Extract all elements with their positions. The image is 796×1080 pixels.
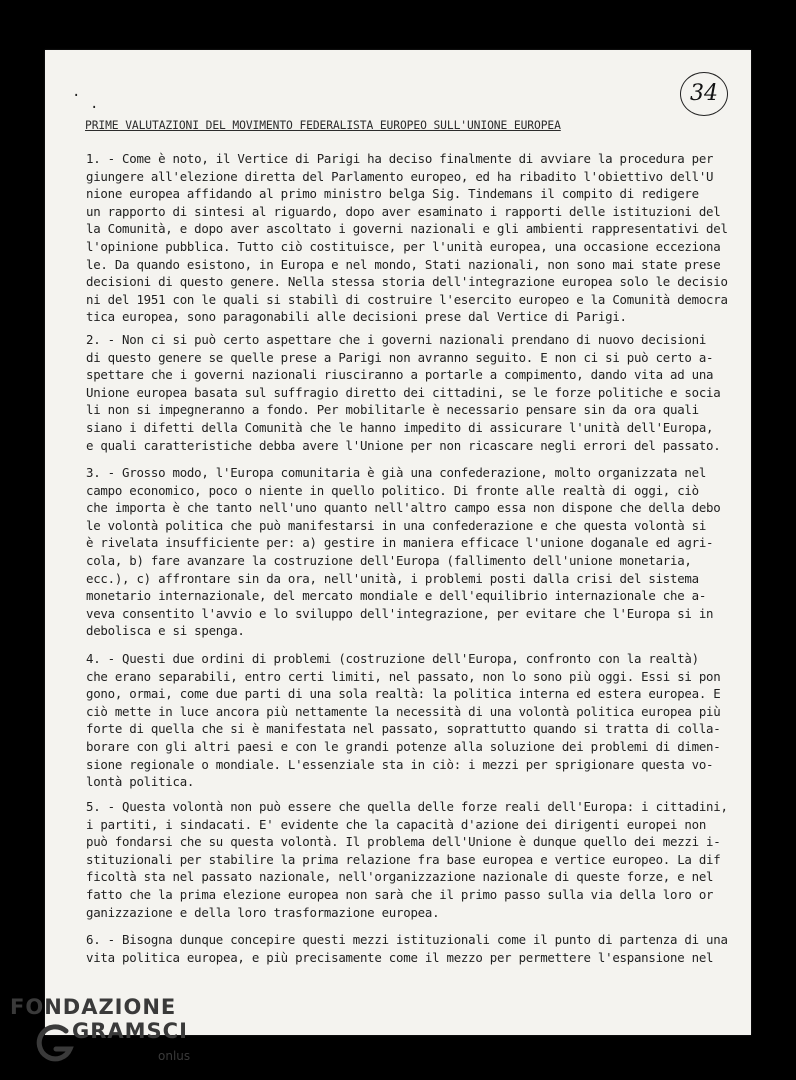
watermark-line2: GRAMSCI bbox=[72, 1019, 188, 1043]
text-line: campo economico, poco o niente in quello politico. Di fronte alle realtà di oggi, ciò bbox=[86, 482, 699, 498]
text-line: i partiti, i sindacati. E' evidente che la capacità d'azione dei dirigenti europei non bbox=[86, 816, 707, 832]
text-line: le. Da quando esistono, in Europa e nel mondo, Stati nazionali, non sono mai state prese bbox=[86, 256, 721, 272]
text-line: spettare che i governi nazionali riusciranno a portarle a compimento, dando vita ad una bbox=[86, 367, 714, 383]
text-line: Unione europea basata sul suffragio diretto dei cittadini, se le forze politiche e socia bbox=[86, 384, 721, 400]
text-line: la Comunità, e dopo aver ascoltato i governi nazionali e gli ambienti rappresentativi del bbox=[86, 221, 728, 237]
text-line: l'opinione pubblica. Tutto ciò costituisce, per l'unità europea, una occasione eccezionа bbox=[86, 238, 721, 254]
text-line: debolisca e si spenga. bbox=[86, 623, 245, 639]
text-line: 1. - Come è noto, il Vertice di Parigi ha deciso finalmente di avviare la procedura per bbox=[86, 151, 714, 166]
text-line: tica europea, sono paragonabili alle decisioni prese dal Vertice di Parigi. bbox=[86, 309, 627, 325]
text-line: le volontà politica che può manifestarsi in una confederazione e che questa volontà si bbox=[86, 517, 707, 533]
text-line: forte di quella che si è manifestata nel passato, soprattutto quando si tratta di colla- bbox=[86, 721, 721, 737]
paragraph-5 bbox=[86, 798, 738, 921]
paragraph-6 bbox=[86, 931, 738, 966]
text-line: ecc.), c) affrontare sin da ora, nell'unità, i problemi posti dalla crisi del sistema bbox=[86, 570, 699, 586]
document-title: PRIME VALUTAZIONI DEL MOVIMENTO FEDERALISTA EUROPEO SULL'UNIONE EUROPEA bbox=[85, 119, 561, 132]
text-line: che importa è che tanto nell'uno quanto nell'altro campo essa non dispone che della debo bbox=[86, 500, 721, 516]
text-line: un rapporto di sintesi al riguardo, dopo aver esaminato i rapporti delle istituzioni del bbox=[86, 203, 721, 219]
text-line: gono, ormai, come due parti di una sola realtà: la politica interna ed estera europea. E bbox=[86, 686, 721, 702]
watermark-line1: FONDAZIONE bbox=[10, 995, 177, 1019]
paragraph-2 bbox=[86, 331, 738, 454]
text-line: li non si impegneranno a fondo. Per mobilitarle è necessario pensare sin da ora quali bbox=[86, 402, 699, 418]
text-line: siano i difetti della Comunità che le hanno impedito di assicurare l'unità dell'Europa, bbox=[86, 419, 714, 435]
text-line: è rivelata insufficiente per: a) gestire in maniera efficace l'unione doganale ed agri- bbox=[86, 535, 714, 551]
text-line: nione europea affidando al primo ministro belga Sig. Tindemans il compito di redigere bbox=[86, 186, 699, 202]
text-line: e quali caratteristiche debba avere l'Unione per non ricascare negli errori del passato. bbox=[86, 437, 721, 453]
text-line: monetario internazionale, del mercato mondiale e dell'equilibrio internazionale che a- bbox=[86, 588, 707, 604]
text-line: che erano separabili, entro certi limiti, nel passato, non lo sono più oggi. Essi si pon bbox=[86, 668, 721, 684]
text-line: vita politica europea, e più precisamente come il mezzo per permettere l'espansione nel bbox=[86, 949, 714, 965]
text-line: ciò mette in luce ancora più nettamente la necessità di una volontà politica europea più bbox=[86, 703, 721, 719]
text-line: 6. - Bisogna dunque concepire questi mezzi istituzionali come il punto di partenza di una bbox=[86, 932, 728, 947]
text-line: fatto che la prima elezione europea non sarà che il primo passo sulla via della loro or bbox=[86, 886, 714, 902]
text-line: borare con gli altri paesi e con le grandi potenze alla soluzione dei problemi di dimen- bbox=[86, 738, 721, 754]
text-line: ganizzazione e della loro trasformazione europea. bbox=[86, 904, 440, 920]
paragraph-3 bbox=[86, 464, 738, 640]
fondazione-gramsci-watermark bbox=[10, 995, 210, 1075]
text-line: 5. - Questa volontà non può essere che quella delle forze reali dell'Europa: i cittadini, bbox=[86, 799, 728, 814]
gramsci-g-logo-icon bbox=[36, 1023, 76, 1065]
text-line: decisioni di questo genere. Nella stessa storia dell'integrazione europea solo le decisio bbox=[86, 274, 728, 290]
text-line: 4. - Questi due ordini di problemi (costruzione dell'Europa, confronto con la realtà) bbox=[86, 651, 699, 666]
text-line: sione regionale o mondiale. L'essenziale sta in ciò: i mezzi per sprigionare questa vo- bbox=[86, 756, 714, 772]
text-line: può fondarsi che su questa volontà. Il problema dell'Unione è dunque quello dei mezzi i- bbox=[86, 834, 721, 850]
text-line: lontà politica. bbox=[86, 774, 195, 790]
text-line: veva consentito l'avvio e lo sviluppo dell'integrazione, per evitare che l'Europa si in bbox=[86, 605, 714, 621]
text-line: giungere all'elezione diretta del Parlamento europeo, ed ha ribadito l'obiettivo dell'U bbox=[86, 168, 714, 184]
text-line: ni del 1951 con le quali si stabilì di costruire l'esercito europeo e la Comunità democra bbox=[86, 291, 728, 307]
paragraph-4 bbox=[86, 650, 738, 791]
paper-mark: · bbox=[72, 88, 81, 104]
watermark-suffix: onlus bbox=[158, 1049, 191, 1063]
text-line: 3. - Grosso modo, l'Europa comunitaria è già una confederazione, molto organizzata nel bbox=[86, 465, 707, 480]
text-line: 2. - Non ci si può certo aspettare che i governi nazionali prendano di nuovo decisioni bbox=[86, 332, 707, 347]
page-number-annotation: 34 bbox=[680, 72, 728, 116]
text-line: cola, b) fare avanzare la costruzione dell'Europa (fallimento dell'unione monetaria, bbox=[86, 552, 692, 568]
text-line: ficoltà sta nel passato nazionale, nell'organizzazione nazionale di queste forze, e nel bbox=[86, 869, 714, 885]
text-line: stituzionali per stabilire la prima relazione fra base europea e vertice europeo. La dif bbox=[86, 851, 721, 867]
paragraph-1 bbox=[86, 150, 738, 326]
text-line: di questo genere se quelle prese a Parigi non avranno seguito. E non ci si può certo a- bbox=[86, 349, 714, 365]
paper-mark: · bbox=[90, 100, 99, 116]
